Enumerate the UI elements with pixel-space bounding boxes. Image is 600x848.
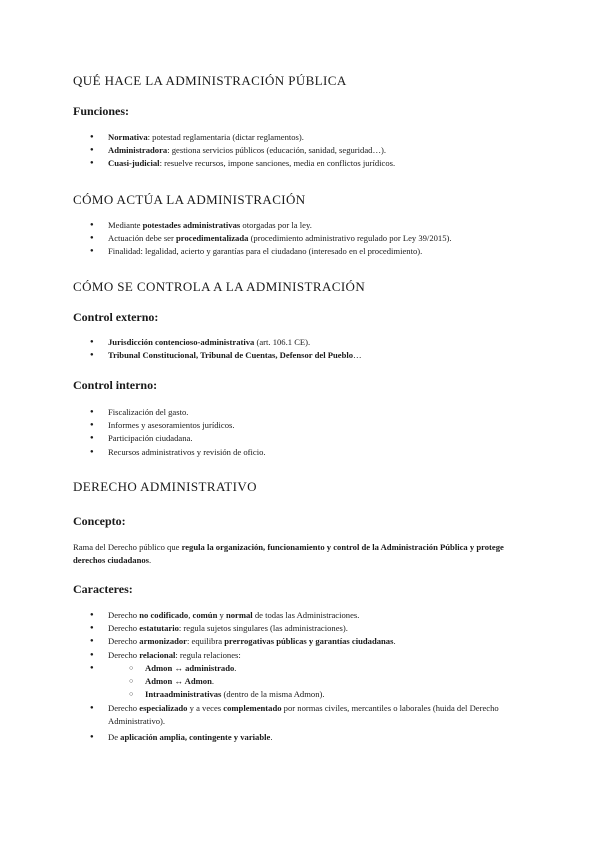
funciones-list [73,131,533,171]
sub-list-item [73,688,533,701]
list-item [73,609,533,622]
section-title-como-controla: CÓMO SE CONTROLA A LA ADMINISTRACIÓN [73,279,366,294]
text: (procedimiento administrativo regulado por Ley 39/2015). [248,233,452,244]
list-item [73,232,533,245]
list-item: ● Informes y asesoramientos jurídicos. [73,419,533,432]
term-bold: Jurisdicción contencioso-administrativa [108,337,255,347]
term-bold: Admon ↔ Admon [145,676,212,687]
relaciones-sublist [73,662,533,702]
list-item: ● Finalidad: legalidad, acierto y garantías para el ciudadano (interesado en el procedimiento). [73,245,533,258]
term-bold: Intraadministrativas [145,689,222,700]
text: (dentro de la misma Admon). [221,689,325,700]
text: Actuación debe ser [108,233,177,244]
term-bold: Administradora [108,145,168,156]
list-item [73,649,533,662]
text: de todas las Administraciones. [252,610,360,620]
text: Rama del Derecho público que [73,542,182,552]
text: y [217,610,226,620]
section-title-que-hace: QUÉ HACE LA ADMINISTRACIÓN PÚBLICA [73,73,347,88]
text: , [188,610,193,620]
term-bold: armonizador [139,636,188,647]
subtitle-concepto: Concepto: [73,514,126,528]
list-item [73,622,533,635]
list-item [73,336,533,349]
como-actua-list [73,219,533,259]
term-bold: normal [225,610,253,620]
list-item: ● Recursos administrativos y revisión de oficio. [73,446,533,459]
list-item: ● Participación ciudadana. [73,432,533,445]
relaciones-wrapper [73,662,533,702]
concepto-paragraph [73,541,523,567]
list-item [73,635,533,648]
list-item [73,157,533,170]
list-item [73,731,533,744]
list-item [73,144,533,157]
term-bold: Cuasi-judicial [108,158,160,169]
subtitle-caracteres: Caracteres: [73,582,133,596]
text: Mediante [108,220,143,230]
term-bold: potestades administrativas [142,220,241,230]
term-text: : resuelve recursos, impone sanciones, media en conflictos jurídicos. [159,158,396,169]
subtitle-control-externo: Control externo: [73,310,159,324]
text: . [393,636,396,647]
text: . [211,676,215,687]
term-bold: común [192,610,218,620]
term-bold: especializado [139,703,188,713]
text: y a veces [187,703,224,713]
section-title-derecho-administrativo: DERECHO ADMINISTRATIVO [73,479,257,494]
section-title-como-actua: CÓMO ACTÚA LA ADMINISTRACIÓN [73,192,306,207]
term-bold: estatutario [139,623,179,634]
text: . [270,732,273,743]
text: . [149,555,152,566]
text: (art. 106.1 CE). [254,337,311,347]
sub-list-item [73,662,533,675]
text: por normas civiles, mercantiles o laborales (huida del Derecho Administrativo). [108,703,499,727]
caracteres-list-cont [73,702,533,745]
sub-list-item [73,675,533,688]
term-text: : gestiona servicios públicos (educación, sanidad, seguridad…). [167,145,387,156]
text: otorgadas por la ley. [240,220,312,230]
control-externo-list [73,336,533,362]
caracteres-list [73,609,533,662]
term-bold: no codificado [139,610,189,620]
text: Derecho [108,703,140,713]
term-bold: relacional [139,649,176,660]
term-text: : potestad reglamentaria (dictar reglamentos). [147,132,304,142]
list-item [73,219,533,232]
subtitle-control-interno: Control interno: [73,378,158,392]
text: De [108,732,121,743]
text: . [234,663,237,673]
text: Derecho [108,610,140,620]
subtitle-funciones: Funciones: [73,104,130,118]
term-bold: prerrogativas públicas y garantías ciudadanas [224,636,394,647]
text: … [353,350,362,361]
term-bold: Tribunal Constitucional, Tribunal de Cuentas, Defensor del Pueblo [108,350,354,361]
text: : regula sujetos singulares (las administraciones). [178,623,348,634]
list-item [73,131,533,144]
list-item [73,349,533,362]
text: Derecho [108,649,140,660]
term-bold: Admon ↔ administrado [145,663,235,673]
list-item: ● Fiscalización del gasto. [73,406,533,419]
text: : equilibra [187,636,225,647]
relaciones-container [73,662,533,702]
list-item [73,702,533,728]
text: : regula relaciones: [175,649,241,660]
term-bold: aplicación amplia, contingente y variable [120,732,271,743]
term-bold: complementado [223,703,282,713]
text: Derecho [108,623,140,634]
term-bold: Normativa [108,132,148,142]
term-bold: procedimentalizada [176,233,249,244]
control-interno-list [73,406,533,459]
text: Derecho [108,636,140,647]
term-bold: regula la organización, funcionamiento y control de la Administración Pública y protege derechos ciudadanos [73,542,504,566]
